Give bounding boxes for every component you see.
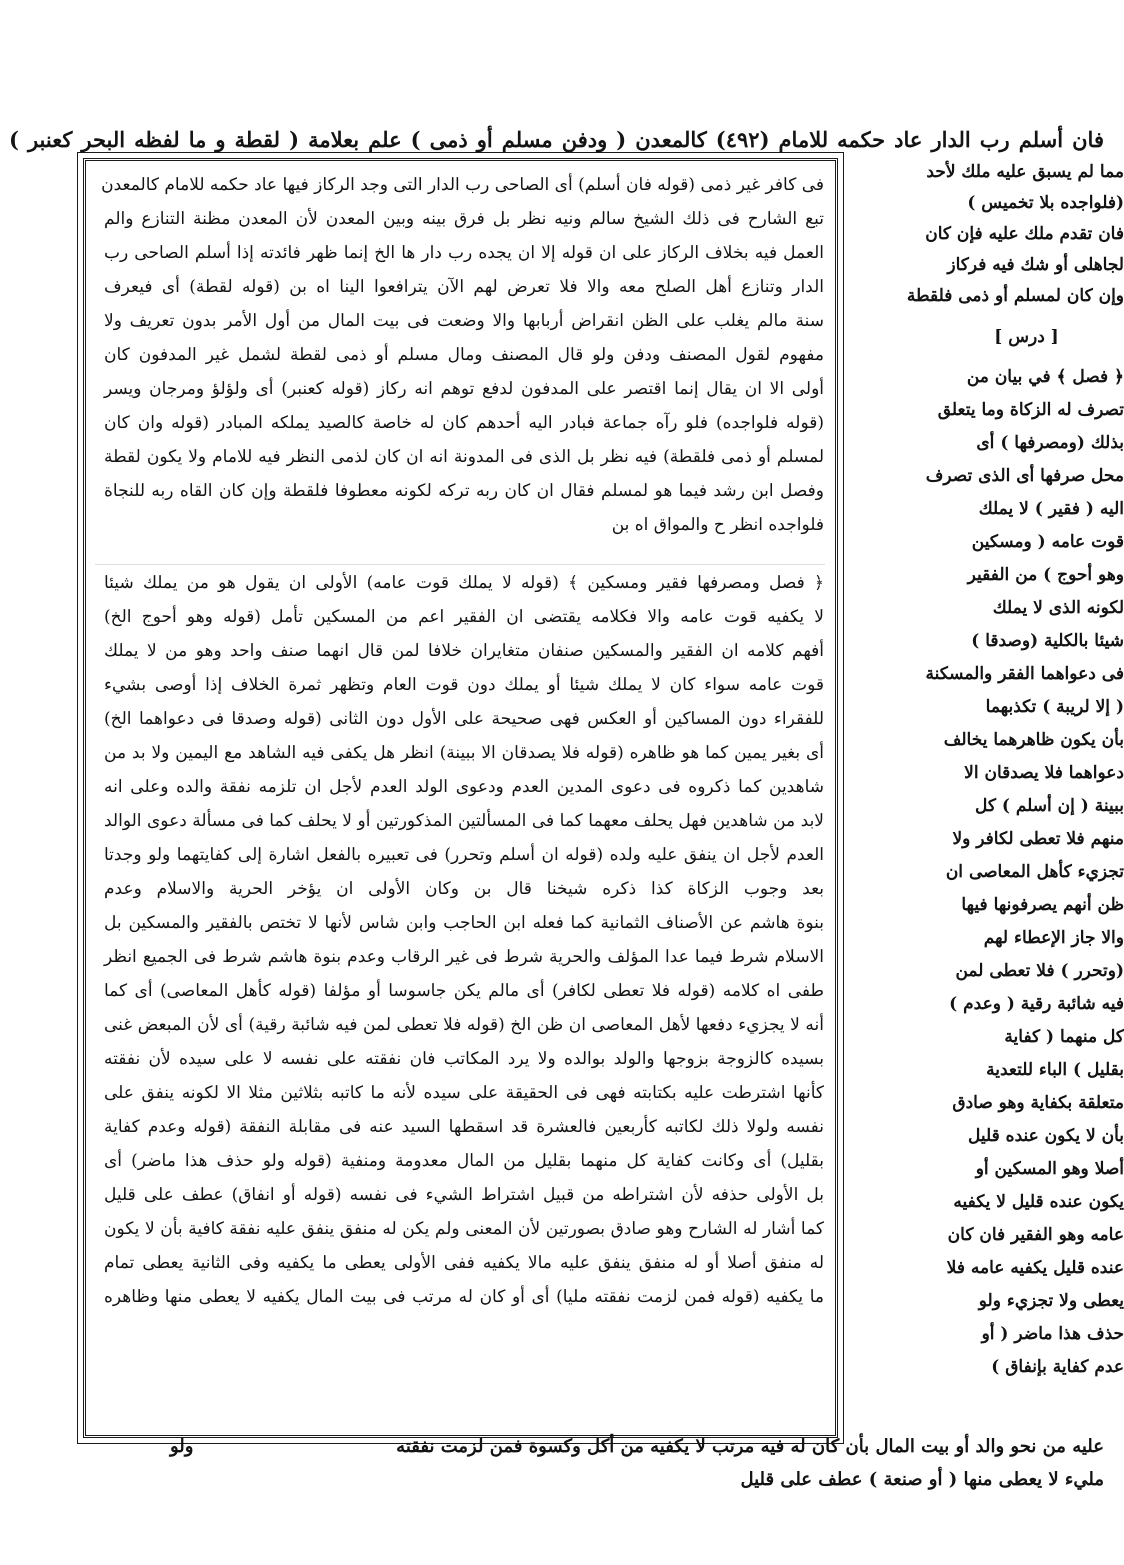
side-line: (فلواجده بلا تخميس ): [967, 193, 1124, 213]
side-line: ظن أنهم يصرفونها فيها: [961, 895, 1124, 915]
commentary-line: لا يكفيه قوت عامه والا فكلامه يقتضى ان الفقير اعم من المسكين تأمل (قوله وهو أحوج الخ): [104, 607, 824, 627]
side-line: (وتحرر ) فلا تعطى لمن: [955, 961, 1124, 981]
commentary-line: قوت عامه سواء كان لا يملك شيئا أو يملك دون قوت العام وتظهر ثمرة الخلاف إذا أوصى بشيء: [104, 675, 824, 695]
side-line: فيه شائبة رقية ( وعدم ): [949, 994, 1124, 1014]
commentary-line: بعد وجوب الزكاة كذا ذكره شيخنا قال بن وكان الأولى ان يؤخر الحرية والاسلام وعدم: [104, 879, 824, 899]
side-line: عامه وهو الفقير فان كان: [947, 1225, 1124, 1245]
side-line: اليه ( فقير ) لا يملك: [978, 499, 1124, 519]
side-line: تجزيء كأهل المعاصى ان: [945, 862, 1124, 882]
commentary-line: بنوة هاشم عن الأصناف الثمانية كما فعله ابن الحاجب وابن شاس لأنها لا تختص بالفقير والمسكين بل: [104, 913, 824, 933]
commentary-line: ﴿ فصل ومصرفها فقير ومسكين ﴾ (قوله لا يملك قوت عامه) الأولى ان يقول هو من يملك شيئا: [104, 573, 824, 593]
side-line: شيئا بالكلية (وصدقا ): [971, 631, 1124, 651]
side-line: عنده قليل يكفيه عامه فلا: [946, 1258, 1124, 1278]
commentary-line: فلواجده انظر ح والمواق اه بن: [611, 515, 824, 535]
side-line: لكونه الذى لا يملك: [992, 598, 1124, 618]
side-line: يعطى ولا تجزيء ولو: [978, 1291, 1124, 1311]
commentary-line: سنة مالم يغلب على الظن انقراض أربابها والا وضعت فى بيت المال من أول الأمر بدون تعريف ولا: [104, 311, 824, 331]
side-line: لجاهلى أو شك فيه فركاز: [947, 255, 1124, 275]
commentary-line: له منفق أصلا أو له منفق ينفق عليه مالا يكفيه ففى الأولى يعطى ما يكفيه وفى الثانية يعطى تمام: [104, 1253, 824, 1273]
commentary-line: الدار وتنازع أهل الصلح معه والا فلا تعرض لهم الآن يترافعوا الينا اه بن (قوله لقطة) أى فيعرف: [104, 277, 824, 297]
commentary-line: أنه لا يجزيء دفعها لأهل المعاصى ان ظن الخ (قوله فلا تعطى لمن فيه شائبة رقية) أى لأن المبعض غنى: [104, 1015, 824, 1035]
commentary-line: طفى اه كلامه (قوله فلا تعطى لكافر) أى مالم يكن جاسوسا أو مؤلفا (قوله كأهل المعاصى) أى كما: [104, 981, 824, 1001]
commentary-line: مفهوم لقول المصنف ودفن ولو قال المصنف ومال مسلم أو ذمى لقطة لشمل غير المدفون كان: [104, 345, 824, 365]
side-line: محل صرفها أى الذى تصرف: [925, 466, 1124, 486]
commentary-line: أفهم كلامه ان الفقير والمسكين صنفان متغايران خلافا لمن قال انهما صنف واحد وهو من لا يملك: [104, 641, 824, 661]
commentary-line: أولى الا ان يقال إنما اقتصر على المدفون لدفع توهم انه ركاز (قوله كعنبر) أى ولؤلؤ ومرجان ويسر: [104, 379, 824, 399]
commentary-line: ما يكفيه (قوله فمن لزمت نفقته مليا) أى أو كان له مرتب فى بيت المال يكفيه لا يعطى منها وظاهره: [104, 1287, 824, 1307]
commentary-line: كما أشار له الشارح وهو صادق بصورتين لأن المعنى ولم يكن له منفق ينفق عليه نفقة كافية بأن لا يكون: [104, 1219, 824, 1239]
commentary-line: (قوله فلواجده) فلو رآه جماعة فبادر اليه أحدهم كان له خاصة كالصيد يملكه المبادر (قوله وان كان: [104, 413, 824, 433]
section-marker: [ درس ]: [994, 327, 1059, 347]
side-line: قوت عامه ( ومسكين: [971, 532, 1124, 552]
side-line: عدم كفاية بإنفاق ): [991, 1357, 1124, 1377]
commentary-line: لمسلم أو ذمى فلقطة) فيه نظر بل الذى فى المدونة انه ان كان لذمى النظر فيه للامام ولا يكون لقطة: [104, 447, 825, 467]
side-line: مما لم يسبق عليه ملك لأحد: [926, 162, 1124, 182]
bottom-line-1: عليه من نحو والد أو بيت المال بأن كان له فيه مرتب لا يكفيه من أكل وكسوة فمن لزمت نفقته: [396, 1436, 1104, 1457]
side-line: يكون عنده قليل لا يكفيه: [953, 1192, 1124, 1212]
side-line: بأن يكون ظاهرهما يخالف: [943, 730, 1124, 750]
commentary-line: للفقراء دون المساكين أو العكس فهى صحيحة على الأول دون الثانى (قوله وصدقا فى دعواهما الخ): [104, 709, 824, 729]
side-line: أصلا وهو المسكين أو: [975, 1159, 1124, 1179]
commentary-line: تبع الشارح فى ذلك الشيخ سالم ونيه نظر بل فرق بينه وبين المعدن لأن المعدن مظنة التنازع والم: [104, 209, 824, 229]
commentary-line: وفصل ابن رشد فيما هو لمسلم فقال ان كان ربه تركه لكونه معطوفا فلقطة وإن كان القاه ربه للنجاة: [104, 481, 824, 501]
commentary-line: بسيده كالزوجة بزوجها والولد بوالده ولا يرد المكاتب فان نفقته على نفسه لا على سيده لأن نفقته: [104, 1049, 824, 1069]
bottom-line-1-end: ولو: [170, 1436, 194, 1457]
side-line: بقليل ) الباء للتعدية: [986, 1060, 1124, 1080]
side-line: ببينة ( إن أسلم ) كل: [975, 796, 1124, 816]
commentary-line: أى بغير يمين كما هو ظاهره (قوله فلا يصدقان الا ببينة) انظر هل يكفى فيه الشاهد مع اليمين ولا بد من: [104, 743, 824, 763]
side-line: منهم فلا تعطى لكافر ولا: [952, 829, 1124, 849]
commentary-line: نفسه ولولا ذلك لكاتبه كأربعين فالعشرة قد اسقطها السيد عنه فى مقابلة النفقة (قوله وعدم كفاية: [104, 1117, 824, 1137]
commentary-line: شاهدين كما ذكروه فى دعوى المدين العدم ودعوى الولد العدم لأجل ان تلزمه نفقة والده وعلى انه: [104, 777, 824, 797]
side-line: بأن لا يكون عنده قليل: [967, 1126, 1124, 1146]
bottom-line-2: مليء لا يعطى منها ( أو صنعة ) عطف على قليل: [740, 1469, 1104, 1490]
side-line: ﴿ فصل ﴾ في بيان من: [966, 367, 1124, 387]
commentary-line: بقليل) أى وكانت كفاية كل منهما بقليل من المال معدومة ومنفية (قوله ولو حذف هذا ماضر) أى: [104, 1151, 824, 1171]
side-line: وهو أحوج ) من الفقير: [967, 565, 1124, 585]
side-line: كل منهما ( كفاية: [1004, 1027, 1124, 1047]
side-line: تصرف له الزكاة وما يتعلق: [937, 400, 1124, 420]
side-line: وإن كان لمسلم أو ذمى فلقطة: [906, 286, 1124, 306]
commentary-line: لابد من شاهدين فهل يحلف معهما كما فى المسألتين المذكورتين أو لا يحلف كما فى مسألة دعوى الوالد: [104, 811, 824, 831]
commentary-line: بل الأولى حذفه لأن اشتراطه من قبيل اشتراط الشيء فى نفسه (قوله أو انفاق) عطف على قليل: [104, 1185, 824, 1205]
paragraph-divider: [95, 564, 825, 565]
side-line: فان تقدم ملك عليه فإن كان: [925, 224, 1124, 244]
side-line: ( إلا لريبة ) تكذبهما: [985, 697, 1124, 717]
side-line: حذف هذا ماضر ( أو: [981, 1324, 1124, 1344]
commentary-line: فى كافر غير ذمى (قوله فان أسلم) أى الصاحى رب الدار التى وجد الركاز فيها عاد حكمه للامام كالمعدن: [101, 175, 824, 195]
commentary-line: العمل فيه بخلاف الركاز على ان قوله إلا ان يجده رب دار ها الخ إنما ظهر فائدته إذا أسلم الصاحى رب: [104, 243, 824, 263]
side-line: دعواهما فلا يصدقان الا: [964, 763, 1124, 783]
side-line: متعلقة بكفاية وهو صادق: [952, 1093, 1124, 1113]
side-line: بذلك (ومصرفها ) أى: [976, 433, 1124, 453]
side-line: والا جاز الإعطاء لهم: [983, 928, 1124, 948]
commentary-line: العدم لأجل ان ينفق عليه ولده (قوله ان أسلم وتحرر) فى تعبيره بالفعل اشارة إلى كفايتهما ولو وجدتا: [104, 845, 824, 865]
side-line: فى دعواهما الفقر والمسكنة: [925, 664, 1124, 684]
commentary-line: كأنها اشترطت عليه بكتابته فهى فى الحقيقة على سيده لأنه ما كاتبه بثلاثين مثلا الا لكونه ينفق على: [104, 1083, 824, 1103]
commentary-line: الاسلام شرط فيما عدا المؤلف والحرية شرط فى غير الرقاب وعدم بنوة هاشم شرط فى الجميع انظر: [104, 947, 824, 967]
header-line: فان أسلم رب الدار عاد حكمه للامام (٤٩٢) كالمعدن ( ودفن مسلم أو ذمى ) علم بعلامة ( لقطة و ما لفظه البحر كعنبر ): [9, 127, 1104, 152]
